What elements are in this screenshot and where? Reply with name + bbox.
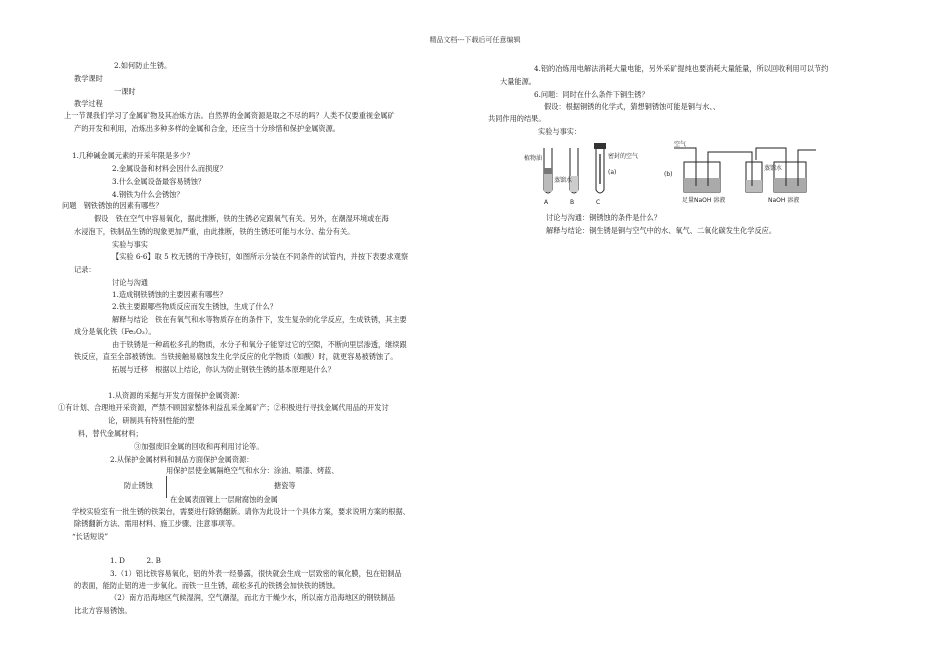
figure-label: 密封的空气	[608, 153, 639, 160]
brace	[166, 476, 167, 498]
text-line: ①有计划、合理地开采资源，严禁不顾国家整体利益乱采金属矿产；②积极进行寻找金属代用品的开发讨	[58, 403, 389, 412]
text-line: 的表面，能防止铝的进一步氧化。而铁一旦生锈，疏松多孔的铁锈会加快铁的锈蚀。	[74, 581, 340, 590]
text-line: 【实验 6-6】取 5 枚无锈的干净铁钉，如图所示分装在不同条件的试管内，并按下表要求观察	[112, 252, 409, 261]
figure-label: 足量NaOH 溶液	[682, 197, 726, 204]
text-line: 3.什么金属设备最容易锈蚀？	[112, 177, 206, 186]
text-line: 1. D 2. B	[110, 556, 161, 565]
text-line: 1.从资源的采掘与开发方面保护金属资源：	[108, 391, 245, 400]
figure-label: A	[544, 199, 549, 206]
text-line: 论，研制具有特别性能的塑	[108, 416, 195, 425]
water-layer	[544, 174, 552, 192]
figure-label: (b)	[664, 171, 673, 178]
text-line: 解释与结论 铁在有氧气和水等物质存在的条件下，发生复杂的化学反应，生成铁锈，其主要	[112, 315, 407, 324]
text-line: 解释与结论：铜生锈是铜与空气中的水、氧气、二氧化碳发生化学反应。	[546, 226, 777, 235]
figure-label: 蒸馏水	[554, 177, 573, 184]
text-line: 教学过程	[74, 99, 103, 108]
text-line: 用保护层使金属隔绝空气和水分：涂油、喷漆、烤蓝、	[166, 466, 339, 475]
text-line: 4.钢铁为什么会锈蚀？	[112, 190, 184, 199]
figure-b	[674, 148, 816, 192]
text-line: 由于铁锈是一种疏松多孔的物质，水分子和氧分子能穿过它的空隙，不断向里层渗透，继续跟	[112, 340, 407, 349]
text-line: 1.几种碱金属元素的开采年限是多少？	[72, 151, 194, 160]
text-line: 假设 铁在空气中容易氧化，据此推断，铁的生锈必定跟氧气有关。另外，在潮湿环境或在海	[94, 214, 389, 223]
text-line: 实验与事实：	[538, 127, 582, 136]
text-line: 铁反应，直至全部被锈蚀。当铁接触易腐蚀发生化学反应的化学物质（如酸）时，就更容易被锈蚀了。	[74, 352, 398, 361]
oil-layer	[544, 168, 552, 174]
text-line: “长话短说”	[72, 532, 109, 541]
text-line: 记录：	[74, 265, 96, 274]
text-line: 6.问题：同时在什么条件下铜生锈？	[534, 90, 649, 99]
text-line: 比北方容易锈蚀。	[74, 606, 132, 615]
text-line: 讨论与沟通	[112, 278, 148, 287]
text-line: 讨论与沟通：铜锈蚀的条件是什么？	[546, 213, 662, 222]
text-line: 2.从保护金属材料和制品方面保护金属资源：	[110, 455, 254, 464]
text-line: ③加强废旧金属的回收和再利用讨论等。	[134, 442, 264, 451]
text-line: 教学课时	[74, 74, 103, 83]
stopper	[594, 143, 606, 149]
text-line: 除锈翻新方法、需用材料、施工步骤、注意事项等。	[74, 519, 240, 528]
text-line: 3.（1）铝比铁容易氧化，铝的外表一经暴露，很快就会生成一层致密的氧化膜，包在铝制品	[110, 569, 402, 578]
text-line: 上一节课我们学习了金属矿物及其冶炼方法。自然界的金属资源是取之不尽的吗？人类不仅要重视金属矿	[64, 111, 395, 120]
figure-label: 蒸馏水	[764, 165, 783, 172]
text-line: 2.铁主要跟哪些物质反应而发生锈蚀，生成了什么？	[112, 302, 277, 311]
text-line: 4.铝的冶炼用电解法消耗大量电能，另外采矿提纯也要消耗大量能量，所以回收利用可以节约	[534, 64, 829, 73]
left-column	[58, 60, 474, 620]
text-line: 水浸泡下，铁制品生锈的现象更加严重，由此推断，铁的生锈还可能与水分、盐分有关。	[74, 227, 355, 236]
figure-label: NaOH 溶液	[768, 197, 800, 204]
text-line: 在金属表面镀上一层耐腐蚀的金属	[170, 495, 278, 504]
text-line: 学校实验室有一批生锈的铁架台，需要进行除锈翻新。请你为此设计一个具体方案，要求说明方案的根据、	[72, 507, 410, 516]
text-line: 产的开发和利用，冶炼出多种多样的金属和合金，还应当十分珍惜和保护金属资源。	[74, 124, 340, 133]
text-line: 1.造成钢铁锈蚀的主要因素有哪些？	[112, 290, 227, 299]
page-header: 精品文档---下载后可任意编辑	[429, 36, 521, 44]
text-line: 假设：根据铜锈的化学式，猜想铜锈蚀可能是铜与水、、	[544, 102, 721, 111]
figure-label: 空气	[674, 141, 687, 148]
text-line: 问题 钢铁锈蚀的因素有哪些？	[62, 201, 163, 210]
text-line: 拓展与迁移 根据以上结论，你认为防止钢铁生锈的基本原理是什么？	[112, 365, 335, 374]
text-line: 一课时	[114, 87, 136, 96]
text-line: （2）南方沿海地区气候湿润，空气潮湿，而北方干燥少水，所以南方沿海地区的钢铁制品	[110, 593, 395, 602]
text-line: 成分是氧化铁（Fe₂O₃）。	[74, 327, 156, 336]
experiment-figure	[524, 140, 824, 210]
text-line: 实验与事实	[112, 240, 148, 249]
text-line: 2.如何防止生锈。	[114, 61, 172, 70]
figure-label: (a)	[608, 169, 617, 176]
figure-label: B	[570, 199, 575, 206]
text-line: 大量能源。	[500, 77, 536, 86]
figure-a	[544, 143, 606, 193]
text-line: 料，替代金属材料；	[78, 429, 143, 438]
figure-label: 植物油	[524, 155, 543, 162]
text-line: 2.金属设备和材料会因什么而损度？	[112, 164, 227, 173]
text-line: 共同作用的结果。	[488, 114, 546, 123]
text-line: 搪瓷等	[274, 481, 296, 490]
text-line: 防止锈蚀	[124, 481, 153, 490]
figure-label: C	[596, 199, 601, 206]
